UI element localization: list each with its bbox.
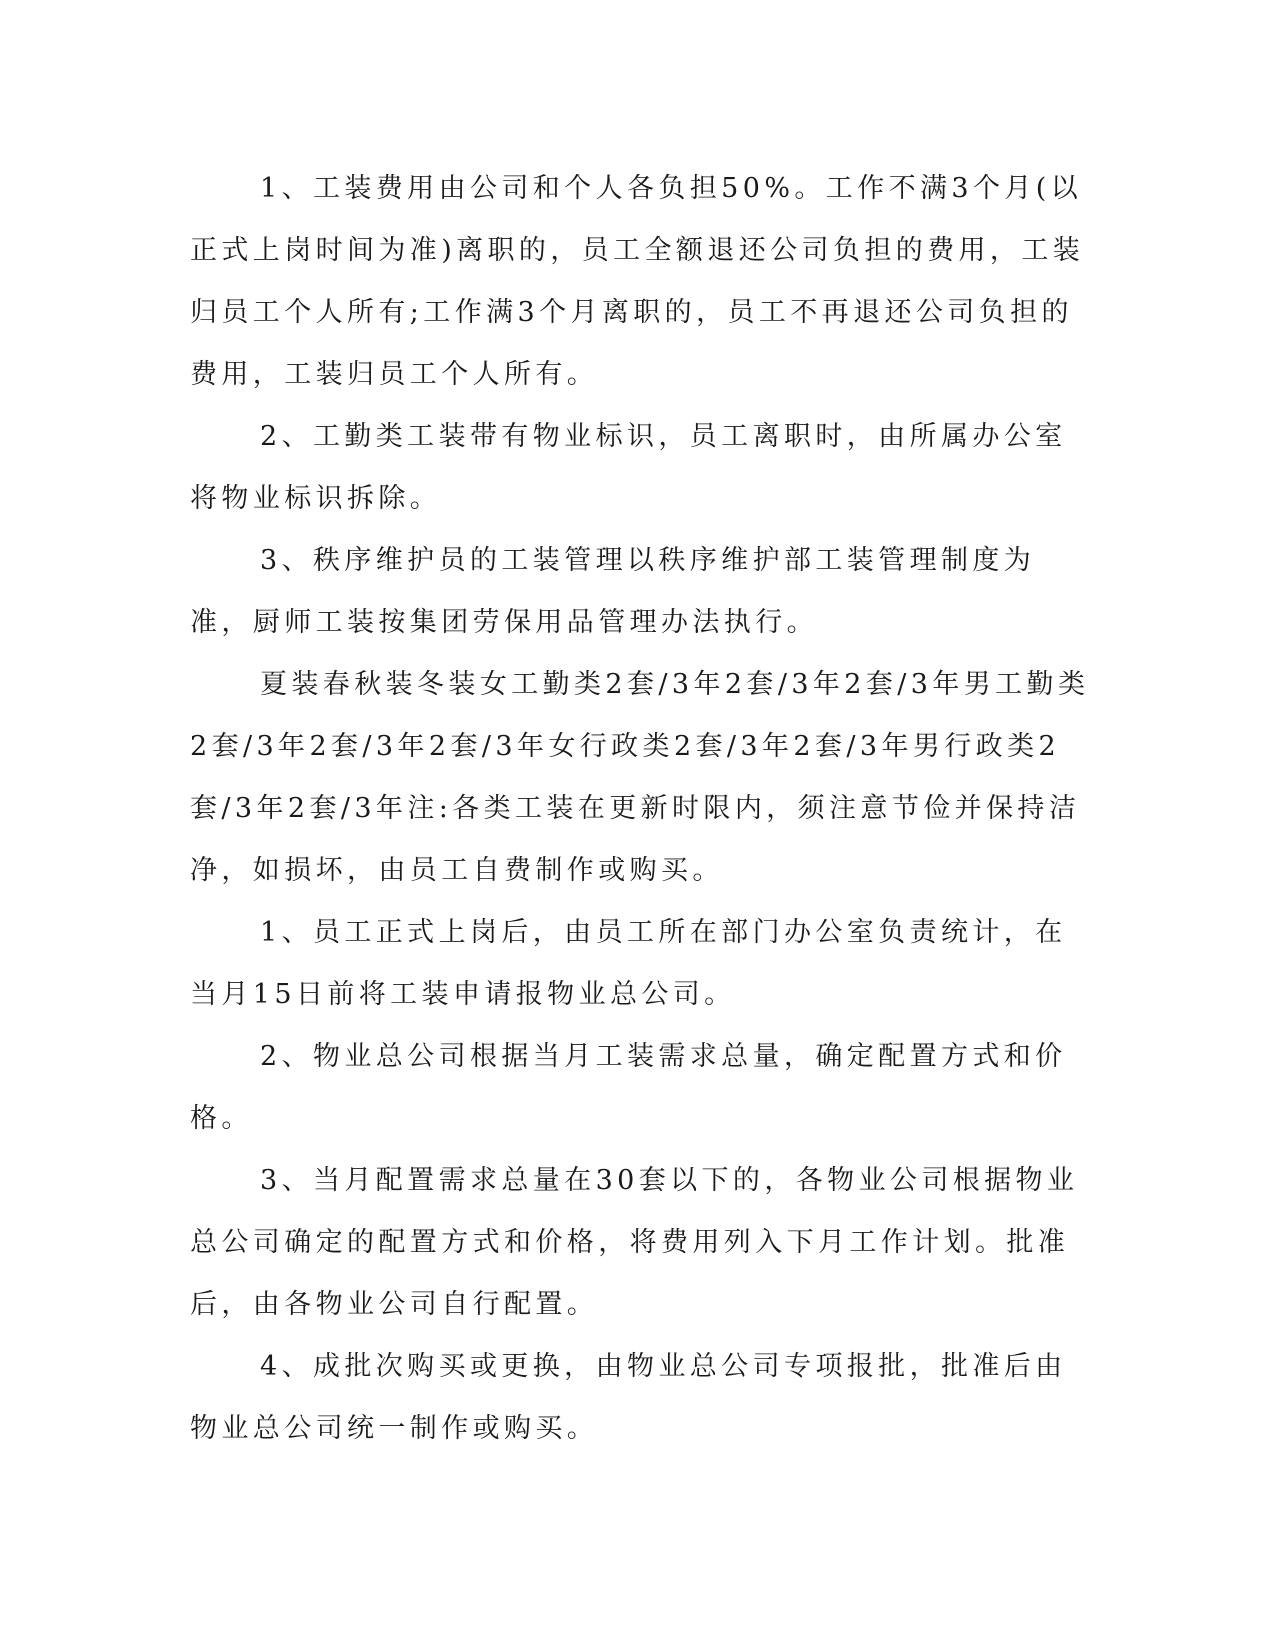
paragraph-application-procedure: 1、员工正式上岗后，由员工所在部门办公室负责统计，在当月15日前将工装申请报物业总公司。 [190,917,1067,1010]
paragraph-security-chef-uniforms: 3、秩序维护员的工装管理以秩序维护部工装管理制度为准，厨师工装按集团劳保用品管理办法执行。 [190,545,1036,638]
document-body [190,158,1090,1460]
paragraph-uniform-cost-sharing: 1、工装费用由公司和个人各负担50%。工作不满3个月(以正式上岗时间为准)离职的，员工全额退还公司负担的费用，工装归员工个人所有;工作满3个月离职的，员工不再退还公司负担的费用，工装归员工个人所有。 [190,173,1085,390]
paragraph-small-order-procurement: 3、当月配置需求总量在30套以下的，各物业公司根据物业总公司确定的配置方式和价格，将费用列入下月工作计划。批准后，由各物业公司自行配置。 [190,1165,1079,1320]
paragraph-pricing-determination: 2、物业总公司根据当月工装需求总量，确定配置方式和价格。 [190,1041,1067,1134]
paragraph-uniform-quota: 夏装春秋装冬装女工勤类2套/3年2套/3年2套/3年男工勤类2套/3年2套/3年2套/3年女行政类2套/3年2套/3年男行政类2套/3年2套/3年注:各类工装在更新时限内，须注意节俭并保持洁净，如损坏，由员工自费制作或购买。 [190,669,1090,886]
paragraph-logo-removal: 2、工勤类工装带有物业标识，员工离职时，由所属办公室将物业标识拆除。 [190,421,1067,514]
paragraph-bulk-procurement: 4、成批次购买或更换，由物业总公司专项报批，批准后由物业总公司统一制作或购买。 [190,1351,1067,1444]
